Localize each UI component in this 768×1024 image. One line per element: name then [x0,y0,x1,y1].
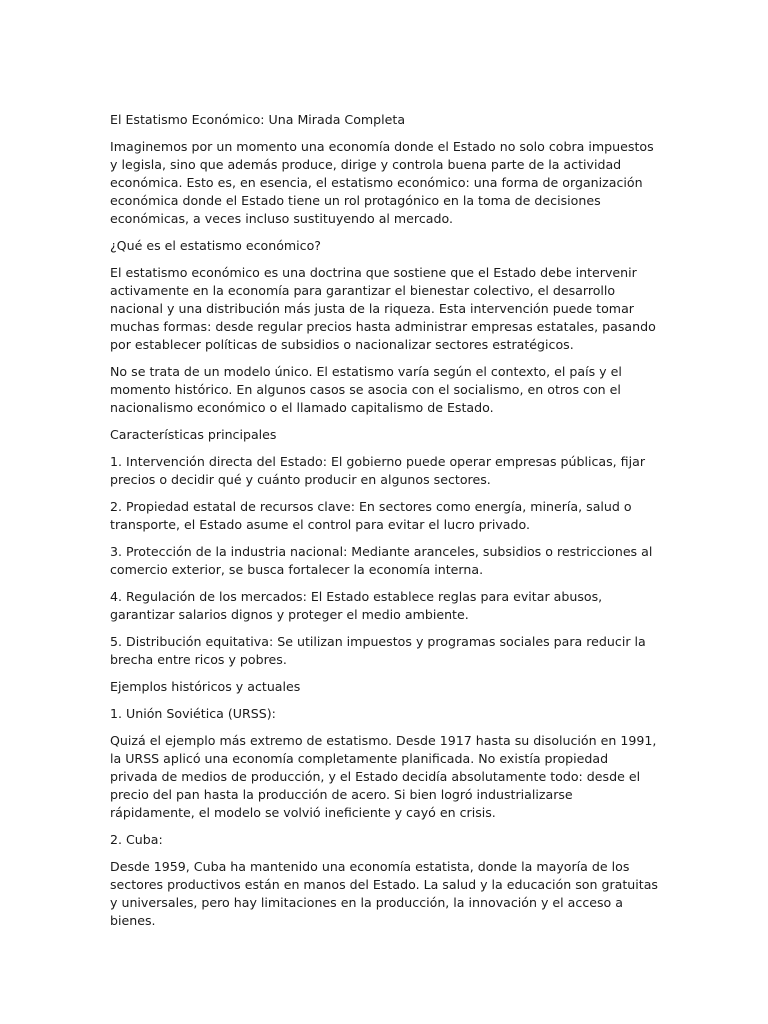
characteristic-item: 2. Propiedad estatal de recursos clave: En sectores como energía, minería, salud o transporte, el Estado asume el control para evitar el lucro privado. [110,499,632,532]
intro-paragraph: Imaginemos por un momento una economía donde el Estado no solo cobra impuestos y legisla, sino que además produce, dirige y controla buena parte de la actividad económica. Esto es, en esencia, el estatismo económico: una forma de organización económica donde el Estado tiene un rol protagónico en la toma de decisiones económicas, a veces incluso sustituyendo al mercado. [110,139,654,226]
example-heading-cuba: 2. Cuba: [110,832,163,847]
example-text-cuba: Desde 1959, Cuba ha mantenido una economía estatista, donde la mayoría de los sectores productivos están en manos del Estado. La salud y la educación son gratuitas y universales, pero hay limitaciones en la producción, la innovación y el acceso a bienes. [110,859,658,928]
section-heading-definition: ¿Qué es el estatismo económico? [110,238,321,253]
document-body [110,111,658,939]
section-heading-characteristics: Características principales [110,427,277,442]
characteristic-item: 5. Distribución equitativa: Se utilizan impuestos y programas sociales para reducir la brecha entre ricos y pobres. [110,634,646,667]
characteristic-item: 4. Regulación de los mercados: El Estado establece reglas para evitar abusos, garantizar salarios dignos y proteger el medio ambiente. [110,589,603,622]
definition-paragraph: El estatismo económico es una doctrina que sostiene que el Estado debe intervenir activamente en la economía para garantizar el bienestar colectivo, el desarrollo nacional y una distribución más justa de la riqueza. Esta intervención puede tomar muchas formas: desde regular precios hasta administrar empresas estatales, pasando por establecer políticas de subsidios o nacionalizar sectores estratégicos. [110,265,656,352]
document-title: El Estatismo Económico: Una Mirada Completa [110,112,406,127]
variation-paragraph: No se trata de un modelo único. El estatismo varía según el contexto, el país y el momento histórico. En algunos casos se asocia con el socialismo, en otros con el nacionalismo económico o el llamado capitalismo de Estado. [110,364,622,415]
section-heading-examples: Ejemplos históricos y actuales [110,679,301,694]
characteristic-item: 1. Intervención directa del Estado: El gobierno puede operar empresas públicas, fijar precios o decidir qué y cuánto producir en algunos sectores. [110,454,646,487]
example-heading-urss: 1. Unión Soviética (URSS): [110,706,276,721]
example-text-urss: Quizá el ejemplo más extremo de estatismo. Desde 1917 hasta su disolución en 1991, la URSS aplicó una economía completamente planificada. No existía propiedad privada de medios de producción, y el Estado decidía absolutamente todo: desde el precio del pan hasta la producción de acero. Si bien logró industrializarse rápidamente, el modelo se volvió ineficiente y cayó en crisis. [110,733,657,820]
characteristic-item: 3. Protección de la industria nacional: Mediante aranceles, subsidios o restricciones al comercio exterior, se busca fortalecer la economía interna. [110,544,653,577]
